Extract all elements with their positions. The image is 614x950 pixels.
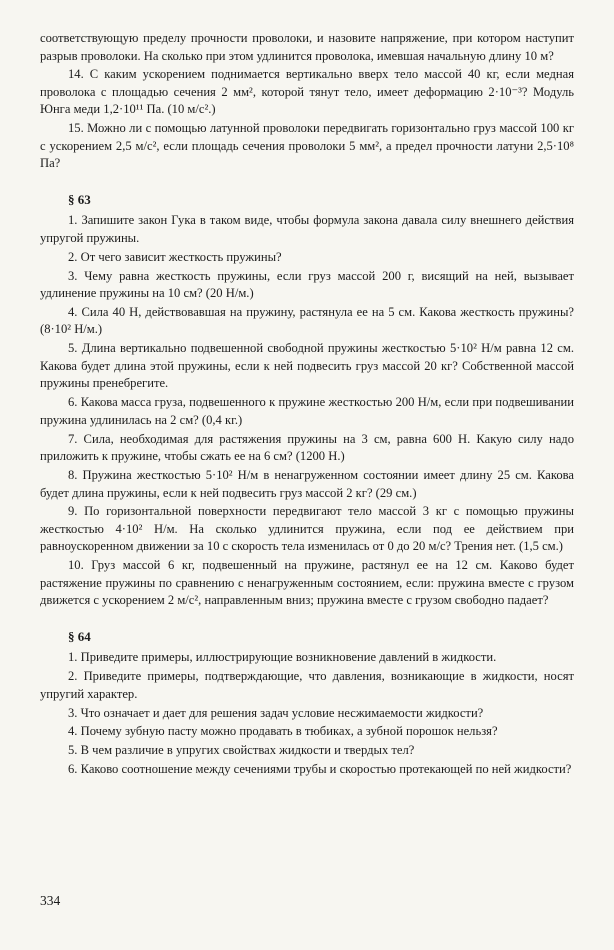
- s63-problem-10: 10. Груз массой 6 кг, подвешенный на пружине, растянул ее на 12 см. Каково будет растяжение пружины по сравнению с ненагруженным состоянием, если: пружина вместе с грузом движется с ускорением 2 м/с², направленным вниз; пружина вместе с грузом свободно падает?: [40, 558, 574, 608]
- s63-problem-6: 6. Какова масса груза, подвешенного к пружине жесткостью 200 Н/м, если при подвешивании пружина удлинилась на 2 см? (0,4 кг.): [40, 395, 574, 427]
- s64-problem-5: 5. В чем различие в упругих свойствах жидкости и твердых тел?: [68, 743, 415, 758]
- s64-problem-4: 4. Почему зубную пасту можно продавать в тюбиках, а зубной порошок нельзя?: [68, 724, 498, 739]
- s63-problem-5: 5. Длина вертикально подвешенной свободной пружины жесткостью 5·10² Н/м равна 12 см. Какова будет длина этой пружины, если к ней подвесить груз массой 20 кг? Собственной массой пружины пренебрегите.: [40, 341, 574, 391]
- section-heading-63: § 63: [68, 191, 91, 207]
- s63-problem-4: 4. Сила 40 Н, действовавшая на пружину, растянула ее на 5 см. Какова жесткость пружины? (8·10² Н/м.): [40, 304, 574, 337]
- s63-problem-1: 1. Запишите закон Гука в таком виде, чтобы формула закона давала силу внешнего действия упругой пружины.: [40, 213, 574, 245]
- problem-14: 14. С каким ускорением поднимается вертикально вверх тело массой 40 кг, если медная проволока с площадью сечения 2 мм², которой тянут тело, имеет деформацию 2·10⁻³? Модуль Юнга меди 1,2·10¹¹ Па. (10 м/с².): [40, 67, 574, 117]
- s64-problem-6: 6. Каково соотношение между сечениями трубы и скоростью протекающей по ней жидкости?: [68, 762, 572, 777]
- s63-problem-8: 8. Пружина жесткостью 5·10² Н/м в ненагруженном состоянии имеет длину 25 см. Какова будет длина пружины, если к ней подвесить груз массой 2 кг? (29 см.): [40, 468, 574, 500]
- s63-problem-3: 3. Чему равна жесткость пружины, если груз массой 200 г, висящий на ней, вызывает удлинение пружины на 10 см? (20 Н/м.): [40, 268, 574, 301]
- problem-15: 15. Можно ли с помощью латунной проволоки передвигать горизонтально груз массой 100 кг с ускорением 2,5 м/с², если площадь сечения проволоки 5 мм², а предел прочности латуни 2,5·10⁸ Па?: [40, 121, 574, 171]
- section-heading-64: § 64: [68, 628, 91, 644]
- s63-problem-7: 7. Сила, необходимая для растяжения пружины на 3 см, равна 600 Н. Какую силу надо приложить к пружине, чтобы сжать ее на 6 см? (1200 Н.): [40, 431, 574, 464]
- page-number: 334: [40, 893, 61, 908]
- s64-problem-1: 1. Приведите примеры, иллюстрирующие возникновение давлений в жидкости.: [68, 650, 497, 665]
- s64-problem-2: 2. Приведите примеры, подтверждающие, что давления, возникающие в жидкости, носят упругий характер.: [40, 669, 574, 701]
- s63-problem-2: 2. От чего зависит жесткость пружины?: [68, 249, 282, 264]
- s64-problem-3: 3. Что означает и дает для решения задач условие несжимаемости жидкости?: [68, 705, 484, 720]
- s63-problem-9: 9. По горизонтальной поверхности передвигают тело массой 3 кг с помощью пружины жесткостью 4·10² Н/м. На сколько удлинится пружина, если под ее действием при равноускоренном движении за 10 с скорость тела изменилась от 0 до 20 м/с? Трения нет. (1,5 см.): [40, 504, 574, 554]
- page-text: [40, 30, 574, 780]
- lead-paragraph: соответствующую пределу прочности проволоки, и назовите напряжение, при котором наступит разрыв проволоки. На сколько при этом удлинится проволока, имевшая начальную длину 10 м?: [40, 31, 574, 63]
